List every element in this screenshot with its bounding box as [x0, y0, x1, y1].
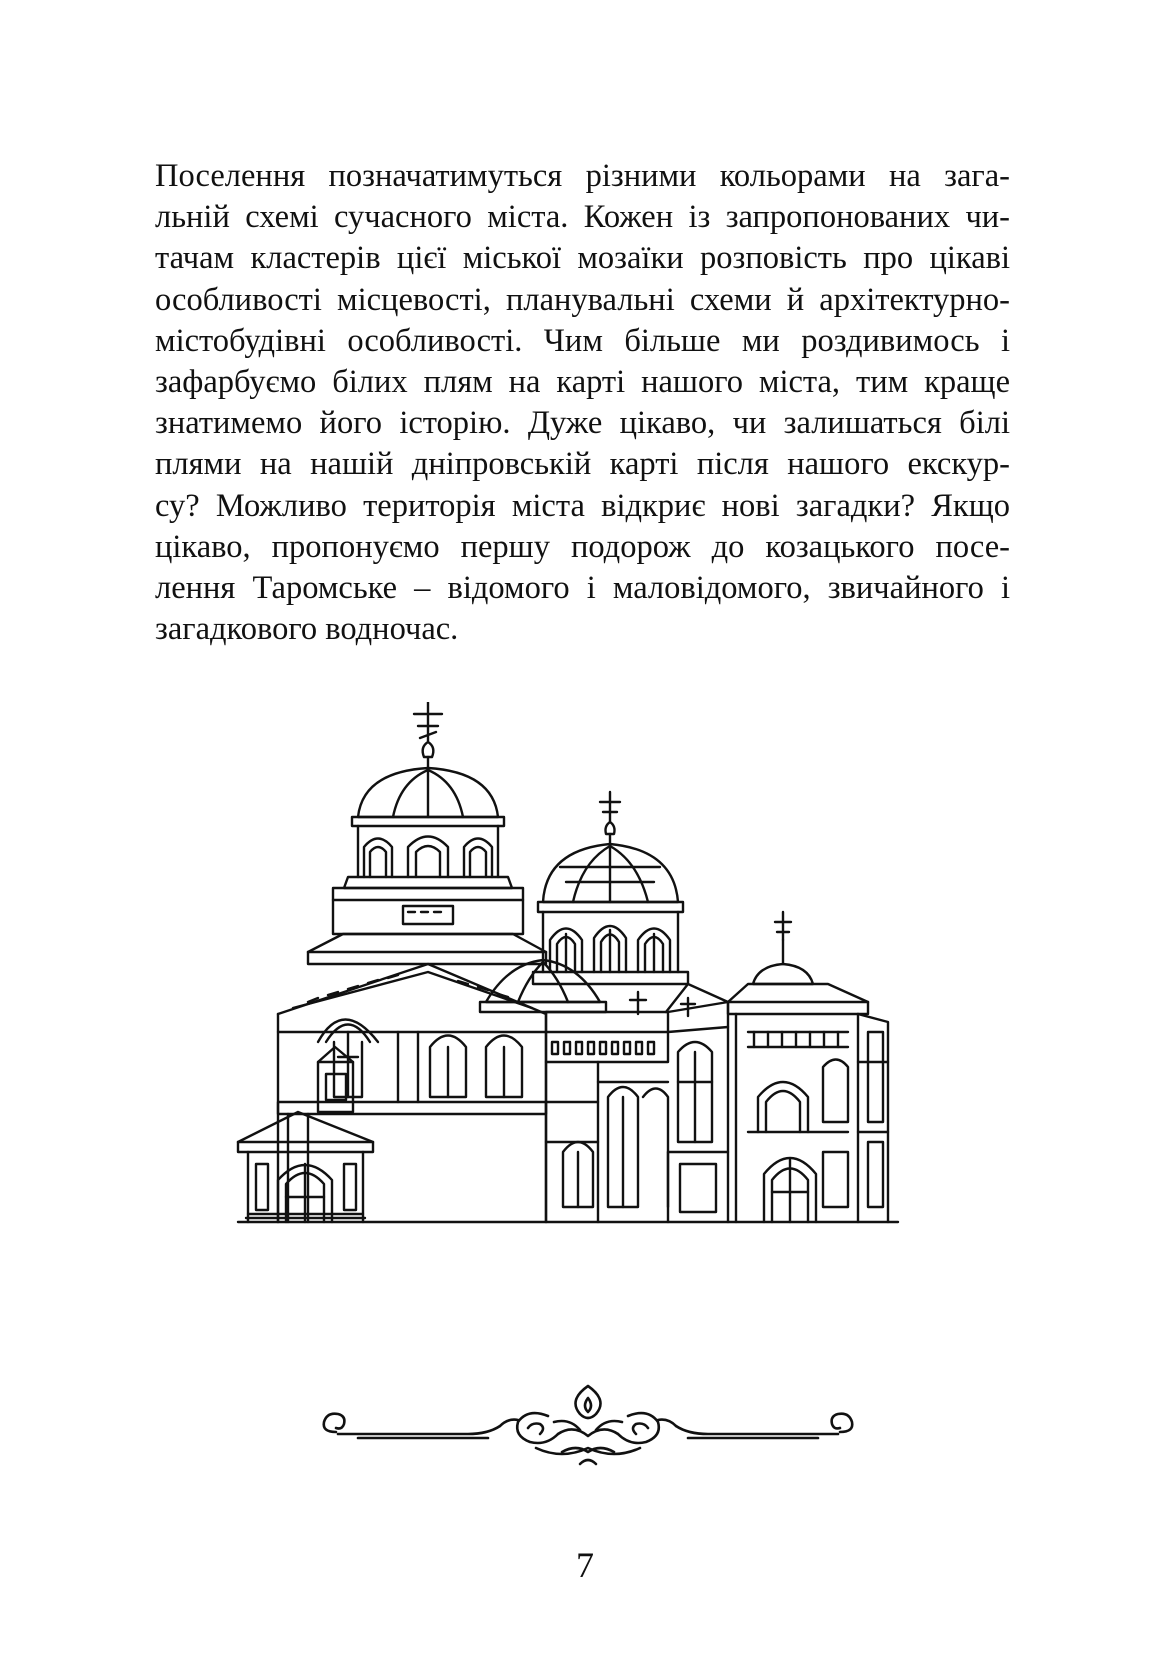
paragraph-line: знатимемо його історію. Дуже цікаво, чи залишаться білі [155, 405, 1010, 442]
paragraph-line: тачам кластерів цієї міської мозаїки розповість про цікаві [155, 240, 1010, 277]
paragraph-line: Поселення позначатимуться різними кольорами на зага- [155, 158, 1010, 194]
paragraph-line: містобудівні особливості. Чим більше ми роздивимось і [155, 322, 1010, 359]
paragraph-line: особливості місцевості, планувальні схеми й архітектурно- [155, 281, 1010, 318]
page-number: 7 [576, 1545, 594, 1585]
paragraph-line: су? Можливо територія міста відкриє нові загадки? Якщо [155, 487, 1010, 524]
paragraph-line: цікаво, пропонуємо першу подорож до козацького посе- [155, 528, 1010, 565]
paragraph [155, 156, 1010, 650]
paragraph-line: зафарбуємо білих плям на карті нашого міста, тим краще [155, 363, 1010, 400]
paragraph-line: льній схемі сучасного міста. Кожен із запропонованих чи- [155, 199, 1010, 236]
paragraph-line: лення Таромське – відомого і маловідомого, звичайного і [155, 569, 1010, 606]
paragraph-line: загадкового водночас. [155, 611, 459, 648]
ornamental-divider-icon [318, 1378, 858, 1468]
church-sketch-icon [168, 702, 988, 1282]
paragraph-line: плями на нашій дніпровській карті після нашого екскур- [155, 446, 1010, 483]
